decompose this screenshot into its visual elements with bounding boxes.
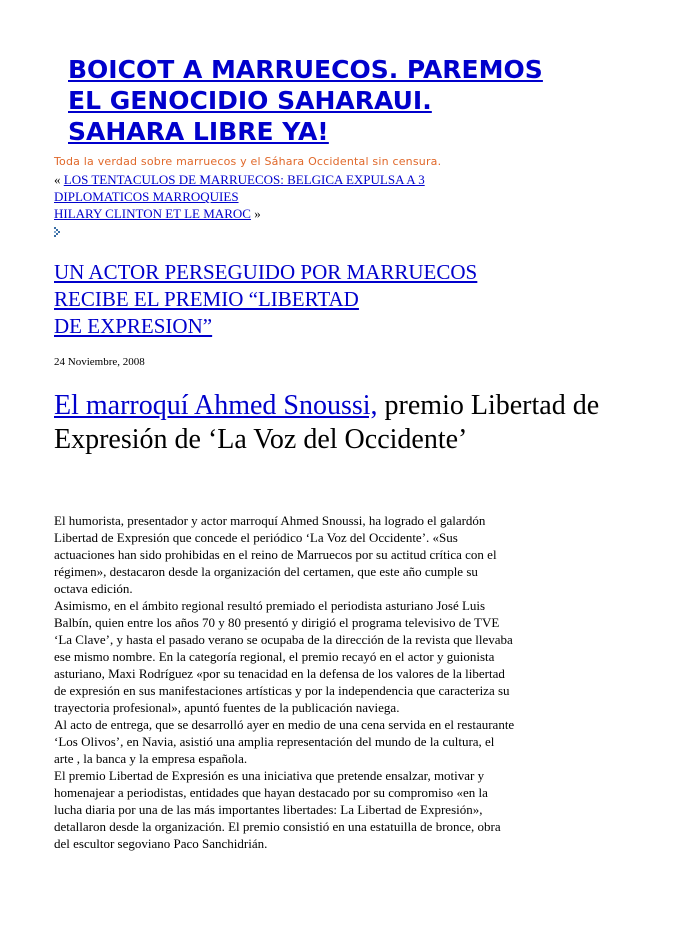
- body-line: actuaciones han sido prohibidas en el reino de Marruecos por su actitud crítica con el: [54, 547, 497, 562]
- body-line: régimen», destacaron desde la organización del certamen, que este año cumple su: [54, 564, 478, 579]
- blog-title-line-2[interactable]: EL GENOCIDIO SAHARAUI.: [68, 86, 432, 115]
- body-line: Al acto de entrega, que se desarrolló ayer en medio de una cena servida en el restaurante: [54, 717, 515, 732]
- headline-link[interactable]: El marroquí Ahmed Snoussi,: [54, 390, 378, 421]
- post-navigation: [54, 171, 554, 222]
- prev-post-link-line-1[interactable]: LOS TENTACULOS DE MARRUECOS: BELGICA EXPULSA A 3: [63, 172, 425, 187]
- body-line: El humorista, presentador y actor marroquí Ahmed Snoussi, ha logrado el galardón: [54, 513, 486, 528]
- body-line: Balbín, quien entre los años 70 y 80 presentó y dirigió el programa televisivo de TVE: [54, 615, 500, 630]
- post-date: 24 Noviembre, 2008: [54, 356, 145, 368]
- body-line: ese mismo nombre. En la categoría regional, el premio recayó en el actor y guionista: [54, 649, 495, 664]
- post-title-link[interactable]: [54, 259, 614, 340]
- post-title[interactable]: [54, 259, 614, 340]
- blog-title[interactable]: [68, 54, 628, 147]
- body-line: del escultor segoviano Paco Sanchidrián.: [54, 836, 268, 851]
- body-line: asturiano, Maxi Rodríguez «por su tenacidad en la defensa de los valores de la libertad: [54, 666, 505, 681]
- body-line: detallaron desde la organización. El premio consistió en una estatuilla de bronce, obra: [54, 819, 501, 834]
- body-line: arte , la banca y la empresa española.: [54, 751, 248, 766]
- body-line: ‘La Clave’, y hasta el pasado verano se ocupaba de la dirección de la revista que llevaba: [54, 632, 513, 647]
- body-line: Asimismo, en el ámbito regional resultó premiado el periodista asturiano José Luis: [54, 598, 486, 613]
- arrow-icon: [54, 227, 62, 237]
- blog-tagline: Toda la verdad sobre marruecos y el Sáhara Occidental sin censura.: [54, 155, 442, 168]
- body-line: El premio Libertad de Expresión es una iniciativa que pretende ensalzar, motivar y: [54, 768, 485, 783]
- prev-post-link-line-2[interactable]: DIPLOMATICOS MARROQUIES: [54, 189, 239, 204]
- prev-marker: «: [54, 172, 61, 187]
- post-title-line-1[interactable]: UN ACTOR PERSEGUIDO POR MARRUECOS: [54, 260, 478, 284]
- blog-title-line-1[interactable]: BOICOT A MARRUECOS. PAREMOS: [68, 55, 543, 84]
- body-line: trayectoria profesional», apuntó fuentes de la publicación naviega.: [54, 700, 400, 715]
- body-line: octava edición.: [54, 581, 133, 596]
- post-title-line-3[interactable]: DE EXPRESION”: [54, 314, 213, 338]
- article-body: [54, 512, 614, 852]
- body-line: de expresión en sus manifestaciones artísticas y por la independencia que caracteriza su: [54, 683, 510, 698]
- body-line: lucha diaria por una de las más importantes libertades: La Libertad de Expresión»,: [54, 802, 483, 817]
- body-line: homenajear a periodistas, entidades que hayan destacado por su compromiso «en la: [54, 785, 488, 800]
- blog-title-line-3[interactable]: SAHARA LIBRE YA!: [68, 117, 329, 146]
- post-title-line-2[interactable]: RECIBE EL PREMIO “LIBERTAD: [54, 287, 359, 311]
- article-headline: [54, 389, 614, 457]
- headline-text: premio Libertad de Expresión de ‘La Voz del Occidente’: [54, 390, 600, 455]
- next-marker: »: [254, 206, 261, 221]
- body-line: ‘Los Olivos’, en Navia, asistió una amplia representación del mundo de la cultura, el: [54, 734, 495, 749]
- blog-title-link[interactable]: [68, 55, 543, 146]
- body-line: Libertad de Expresión que concede el periódico ‘La Voz del Occidente’. «Sus: [54, 530, 458, 545]
- next-post-link[interactable]: HILARY CLINTON ET LE MAROC: [54, 206, 251, 221]
